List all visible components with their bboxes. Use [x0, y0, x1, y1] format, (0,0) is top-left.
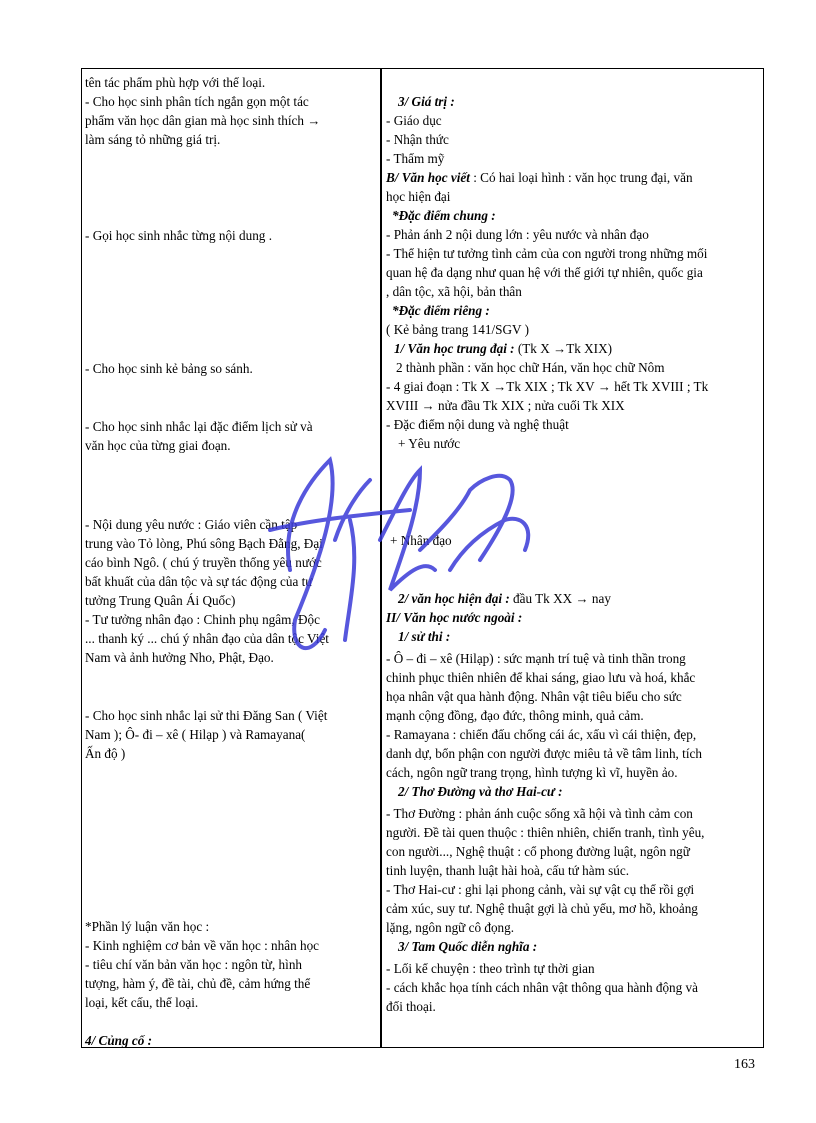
heading-dac-diem-rieng: *Đặc điểm riêng :	[392, 303, 490, 318]
right-line: danh dự, bổn phận con người được miêu tả về tâm linh, tích	[386, 746, 702, 761]
right-line: - Thơ Đường : phản ánh cuộc sống xã hội và tình cảm con	[386, 806, 693, 821]
right-line: lặng, ngôn ngữ cô đọng.	[386, 920, 515, 935]
left-line: làm sáng tỏ những giá trị.	[85, 132, 221, 147]
right-line: - Lối kể chuyện : theo trình tự thời gian	[386, 961, 595, 976]
right-line: - Thể hiện tư tưởng tình cảm của con người trong những mối	[386, 246, 708, 261]
right-line: - Ramayana : chiến đấu chống cái ác, xấu vì cái thiện, đẹp,	[386, 727, 697, 742]
heading-tam-quoc: 3/ Tam Quốc diễn nghĩa :	[398, 939, 538, 954]
right-line: con người..., Nghệ thuật : cổ phong đường luật, ngôn ngữ	[386, 844, 690, 859]
right-line: - Phản ánh 2 nội dung lớn : yêu nước và nhân đạo	[386, 227, 649, 242]
right-line: cách, ngôn ngữ trang trọng, hình tượng kì vĩ, huyền ảo.	[386, 765, 678, 780]
left-line: bất khuất của dân tộc và sự tác động của tư	[85, 574, 313, 589]
right-line: - Nhận thức	[386, 132, 449, 147]
heading-tho-duong-haicu: 2/ Thơ Đường và thơ Hai-cư :	[398, 784, 563, 799]
text: : Có hai loại hình : văn học trung đại, văn	[473, 170, 693, 185]
right-line: - Ô – đi – xê (Hilạp) : sức mạnh trí tuệ và tinh thần trong	[386, 651, 686, 666]
left-line: - Cho học sinh nhắc lại sử thi Đăng San ( Việt	[85, 708, 328, 723]
left-line: - tiêu chí văn bản văn học : ngôn từ, hình	[85, 957, 303, 972]
text: đầu Tk XX → nay	[513, 591, 611, 606]
left-line: Nam và ảnh hưởng Nho, Phật, Đạo.	[85, 650, 274, 665]
right-line-van-hoc-viet	[386, 168, 693, 187]
left-line: - Cho học sinh phân tích ngắn gọn một tác	[85, 94, 309, 109]
right-line: , dân tộc, xã hội, bản thân	[386, 284, 522, 299]
left-line: trung vào Tỏ lòng, Phú sông Bạch Đằng, Đại	[85, 536, 323, 551]
right-line: tinh luyện, thanh luật hài hoà, cấu tứ hàm súc.	[386, 863, 629, 878]
left-line: tượng, hàm ý, đề tài, chủ đề, cảm hứng thể	[85, 976, 311, 991]
left-line: văn học của từng giai đoạn.	[85, 438, 231, 453]
right-line: chinh phục thiên nhiên để khai sáng, giao lưu và hoá, khắc	[386, 670, 696, 685]
right-line: XVIII → nửa đầu Tk XIX ; nửa cuối Tk XIX	[386, 398, 625, 413]
heading-van-hoc-viet: B/ Văn học viết	[386, 170, 470, 185]
right-line: + Yêu nước	[398, 436, 461, 451]
left-line: - Cho học sinh nhắc lại đặc điểm lịch sử và	[85, 419, 313, 434]
right-line: mạnh cộng đồng, đạo đức, thông minh, quả cảm.	[386, 708, 644, 723]
heading-hien-dai: 2/ văn học hiện đại :	[398, 591, 510, 606]
heading-dac-diem-chung: *Đặc điểm chung :	[392, 208, 496, 223]
right-line: học hiện đại	[386, 189, 451, 204]
right-line: - Giáo dục	[386, 113, 442, 128]
left-line: loại, kết cấu, thể loại.	[85, 995, 199, 1010]
text: (Tk X →Tk XIX)	[517, 341, 612, 356]
left-line: - Gọi học sinh nhắc từng nội dung .	[85, 228, 272, 243]
left-line: - Cho học sinh kẻ bảng so sánh.	[85, 361, 253, 376]
right-line-hien-dai	[398, 589, 611, 608]
page-number: 163	[734, 1057, 755, 1072]
heading-su-thi: 1/ sử thi :	[398, 629, 451, 644]
left-line: - Tư tưởng nhân đạo : Chinh phụ ngâm, Độc	[85, 612, 320, 627]
heading-gia-tri: 3/ Giá trị :	[398, 94, 455, 109]
right-line: - Thẩm mỹ	[386, 151, 445, 166]
right-line: ( Kẻ bảng trang 141/SGV )	[386, 322, 529, 337]
lesson-table	[81, 68, 764, 1048]
heading-trung-dai: 1/ Văn học trung đại :	[394, 341, 515, 356]
left-line: tên tác phẩm phù hợp với thể loại.	[85, 75, 266, 90]
right-line: cảm xúc, suy tư. Nghệ thuật gợi là chủ yếu, mơ hồ, khoảng	[386, 901, 698, 916]
left-line: - Kinh nghiệm cơ bản về văn học : nhân học	[85, 938, 320, 953]
heading-van-hoc-nuoc-ngoai: II/ Văn học nước ngoài :	[386, 610, 523, 625]
right-line: đối thoại.	[386, 999, 436, 1014]
right-line: + Nhân đạo	[390, 533, 452, 548]
left-line: tưởng Trung Quân Ái Quốc)	[85, 593, 236, 608]
left-line: Ấn độ )	[85, 746, 126, 761]
column-divider	[380, 69, 382, 1047]
left-line: *Phần lý luận văn học :	[85, 919, 210, 934]
section-heading-cung-co: 4/ Củng cố :	[85, 1033, 153, 1048]
left-line: Nam ); Ô- đi – xê ( Hilạp ) và Ramayana(	[85, 727, 306, 742]
right-line: - cách khắc họa tính cách nhân vật thông qua hành động và	[386, 980, 698, 995]
right-line: 2 thành phần : văn học chữ Hán, văn học chữ Nôm	[396, 360, 665, 375]
left-line: - Nội dung yêu nước : Giáo viên cần tập	[85, 517, 298, 532]
right-line: họa nhân vật qua hành động. Nhân vật tiêu biểu cho sức	[386, 689, 682, 704]
right-line-trung-dai	[394, 339, 612, 358]
right-line: người. Đề tài quen thuộc : thiên nhiên, chiến tranh, tình yêu,	[386, 825, 705, 840]
right-line: - Thơ Hai-cư : ghi lại phong cảnh, vài sự vật cụ thể rồi gợi	[386, 882, 695, 897]
right-line: - Đặc điểm nội dung và nghệ thuật	[386, 417, 569, 432]
right-line: - 4 giai đoạn : Tk X →Tk XIX ; Tk XV → hết Tk XVIII ; Tk	[386, 379, 709, 394]
right-line: quan hệ đa dạng như quan hệ với thế giới tự nhiên, quốc gia	[386, 265, 703, 280]
left-line: phẩm văn học dân gian mà học sinh thích →	[85, 113, 321, 128]
left-line: cáo bình Ngô. ( chú ý truyền thống yêu nước	[85, 555, 322, 570]
left-line: ... thanh ký ... chú ý nhân đạo của dân tộc Việt	[85, 631, 329, 646]
